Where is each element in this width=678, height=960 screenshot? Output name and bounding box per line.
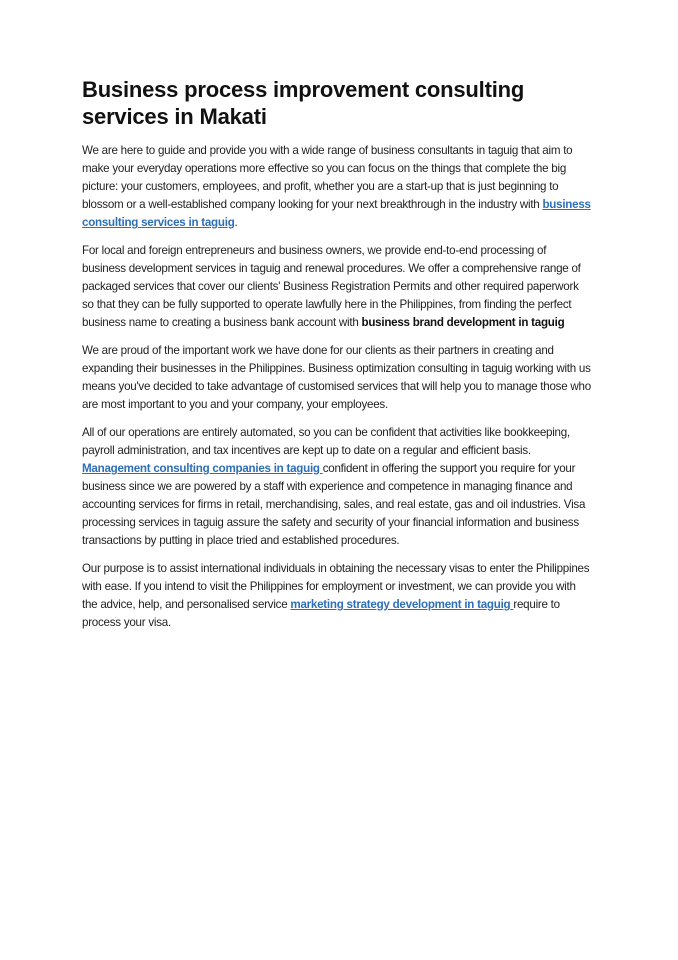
paragraph-4-text: All of our operations are entirely automated, so you can be confident that activities like bookkeeping, payroll administration, and tax incentives are kept up to date on a regular and efficient basis. — [82, 426, 570, 457]
paragraph-1 — [82, 142, 592, 232]
paragraph-1-text: We are here to guide and provide you with a wide range of business consultants in taguig that aim to make your everyday operations more effective so you can focus on the things that complete the big picture: your customers, employees, and profit, whether you are a start-up that is just beginning to blossom or a well-established company looking for your next breakthrough in the industry with — [82, 144, 573, 211]
marketing-strategy-link[interactable]: marketing strategy development in taguig — [290, 598, 514, 611]
paragraph-3 — [82, 342, 592, 414]
paragraph-3-text: We are proud of the important work we have done for our clients as their partners in creating and expanding their businesses in the Philippines. Business optimization consulting in taguig working with us means you've decided to take advantage of customised services that will help you to manage those who are most important to you and your company, your employees. — [82, 344, 591, 411]
business-consulting-services-link[interactable]: business consulting services in taguig — [82, 198, 591, 229]
business-brand-development-bold: business brand development in taguig — [361, 316, 565, 329]
paragraph-5-text: Our purpose is to assist international individuals in obtaining the necessary visas to enter the Philippines with ease. If you intend to visit the Philippines for employment or investment, we can provide you with the advice, help, and personalised service — [82, 562, 590, 611]
paragraph-1-end: . — [234, 216, 238, 229]
management-consulting-link[interactable]: Management consulting companies in taguig — [82, 462, 323, 475]
paragraph-4-end: confident in offering the support you require for your business since we are powered by a staff with experience and competence in managing finance and accounting services for firms in retail, merchandising, sales, and real estate, gas and oil industries. Visa processing services in taguig assure the safety and security of your financial information and business transactions by putting in place tried and established procedures. — [82, 462, 586, 547]
paragraph-4 — [82, 424, 592, 550]
paragraph-5-end: require to process your visa. — [82, 598, 560, 629]
page-title: Business process improvement consulting services in Makati — [82, 77, 525, 129]
paragraph-2-text: For local and foreign entrepreneurs and business owners, we provide end-to-end processing of business development services in taguig and renewal procedures. We offer a comprehensive range of packaged services that cover our clients' Business Registration Permits and other required paperwork so that they can be fully supported to operate lawfully here in the Philippines, from finding the perfect business name to creating a business bank account with — [82, 244, 581, 329]
document-page — [82, 76, 592, 642]
paragraph-5 — [82, 560, 592, 632]
paragraph-2 — [82, 242, 592, 332]
